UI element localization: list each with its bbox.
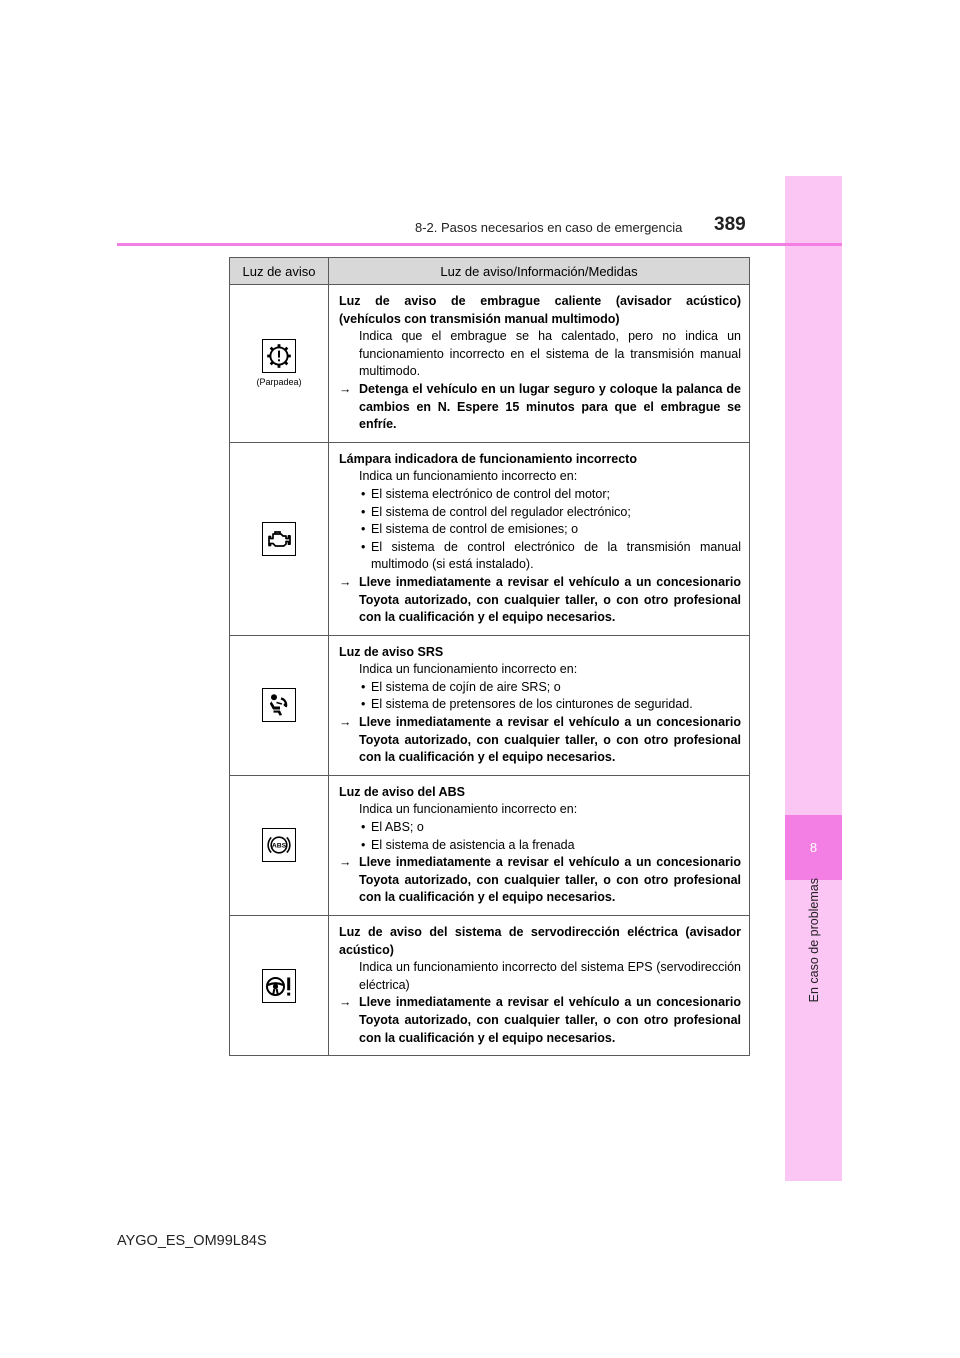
chapter-number xyxy=(785,815,842,880)
row-description: Indica un funcionamiento incorrecto del sistema EPS (servodirección eléctrica) xyxy=(359,960,741,992)
row-description: Indica que el embrague se ha calentado, pero no indica un funcionamiento incorrecto en el sistema de la transmisión manual multimodo. xyxy=(359,329,741,379)
srs-airbag-icon xyxy=(262,688,296,722)
row-title: Luz de aviso del ABS xyxy=(339,784,465,799)
table-row xyxy=(230,775,750,915)
abs-warning-icon xyxy=(262,828,296,862)
column-header-info: Luz de aviso/Información/Medidas xyxy=(329,258,750,285)
clutch-overheat-warning-icon xyxy=(262,339,296,373)
info-cell xyxy=(329,775,750,915)
warning-lights-table xyxy=(229,257,750,1056)
eps-warning-icon xyxy=(262,969,296,1003)
row-title: Luz de aviso de embrague caliente (avisador acústico) xyxy=(339,294,741,308)
list-item: • El sistema de asistencia a la frenada xyxy=(339,837,741,855)
icon-caption: (Parpadea) xyxy=(256,377,302,388)
icon-cell xyxy=(230,775,329,915)
row-title-continued: (vehículos con transmisión manual multimodo) xyxy=(339,311,620,326)
row-intro: Indica un funcionamiento incorrecto en: xyxy=(359,662,578,677)
list-item: • El sistema de control electrónico de la transmisión manual multimodo (si está instalado). xyxy=(339,539,741,574)
row-action: → Lleve inmediatamente a revisar el vehículo a un concesionario Toyota autorizado, con cualquier taller, o con otro profesional con la cualificación y el equipo necesarios. xyxy=(339,994,741,1047)
chapter-title-text: En caso de problemas xyxy=(806,877,821,1003)
section-title: 8-2. Pasos necesarios en caso de emergencia xyxy=(415,220,683,235)
list-item: • El ABS; o xyxy=(339,819,741,837)
row-title: Lámpara indicadora de funcionamiento incorrecto xyxy=(339,451,637,466)
column-header-warning-light: Luz de aviso xyxy=(230,258,329,285)
icon-cell xyxy=(230,635,329,775)
row-intro: Indica un funcionamiento incorrecto en: xyxy=(359,802,578,817)
info-cell xyxy=(329,285,750,443)
document-code: AYGO_ES_OM99L84S xyxy=(117,1233,267,1249)
list-item: • El sistema de pretensores de los cinturones de seguridad. xyxy=(339,696,741,714)
list-item: • El sistema electrónico de control del motor; xyxy=(339,486,741,504)
icon-cell xyxy=(230,916,329,1056)
table-row xyxy=(230,635,750,775)
row-action: → Lleve inmediatamente a revisar el vehículo a un concesionario Toyota autorizado, con cualquier taller, o con otro profesional con la cualificación y el equipo necesarios. xyxy=(339,574,741,627)
icon-cell xyxy=(230,442,329,635)
row-title: Luz de aviso del sistema de servodirección eléctrica (avisador acústico) xyxy=(339,925,741,957)
table-row xyxy=(230,916,750,1056)
info-cell xyxy=(329,635,750,775)
list-item: • El sistema de cojín de aire SRS; o xyxy=(339,679,741,697)
chapter-side-tab xyxy=(785,176,842,1181)
table-header-row xyxy=(230,258,750,285)
row-action: → Lleve inmediatamente a revisar el vehículo a un concesionario Toyota autorizado, con cualquier taller, o con otro profesional con la cualificación y el equipo necesarios. xyxy=(339,714,741,767)
row-action: → Lleve inmediatamente a revisar el vehículo a un concesionario Toyota autorizado, con cualquier taller, o con otro profesional con la cualificación y el equipo necesarios. xyxy=(339,854,741,907)
list-item: • El sistema de control de emisiones; o xyxy=(339,521,741,539)
engine-malfunction-icon xyxy=(262,522,296,556)
abs-icon-label: ABS xyxy=(271,843,287,851)
list-item: • El sistema de control del regulador electrónico; xyxy=(339,504,741,522)
table-row xyxy=(230,285,750,443)
chapter-title xyxy=(786,877,841,1003)
info-cell xyxy=(329,916,750,1056)
row-action: → Detenga el vehículo en un lugar seguro y coloque la palanca de cambios en N. Espere 15 minutos para que el embrague se enfríe. xyxy=(339,381,741,434)
table-row xyxy=(230,442,750,635)
row-title: Luz de aviso SRS xyxy=(339,644,444,659)
icon-cell xyxy=(230,285,329,443)
info-cell xyxy=(329,442,750,635)
page-number: 389 xyxy=(714,214,746,235)
row-intro: Indica un funcionamiento incorrecto en: xyxy=(359,469,578,484)
chapter-number-text: 8 xyxy=(809,840,818,855)
header-rule xyxy=(117,243,842,246)
